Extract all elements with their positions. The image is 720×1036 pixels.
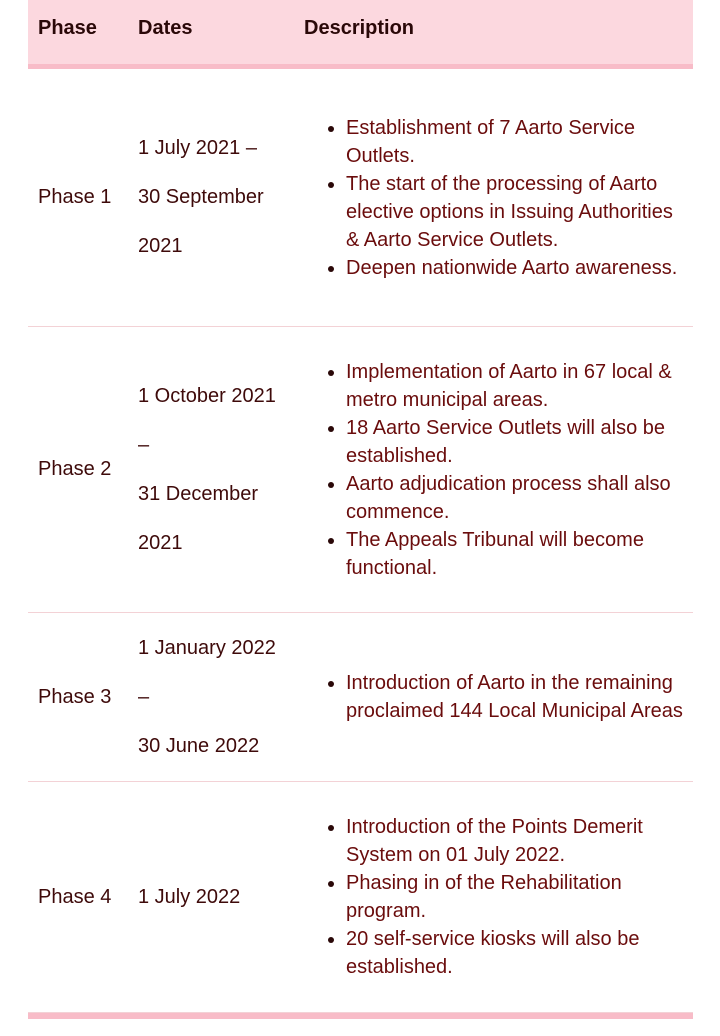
list-item: Introduction of Aarto in the remaining proclaimed 144 Local Municipal Areas (304, 669, 684, 725)
table-row (28, 782, 693, 1013)
dates-cell (138, 782, 288, 1012)
date-line: 2021 (138, 235, 183, 257)
description-list (304, 358, 684, 582)
description-cell (304, 327, 684, 612)
header-description: Description (304, 17, 415, 39)
list-item: The Appeals Tribunal will become functional. (304, 526, 684, 582)
date-line: 2021 (138, 531, 183, 554)
date-line: 30 June 2022 (138, 734, 260, 757)
description-list (304, 669, 684, 725)
list-item: 20 self-service kiosks will also be established. (304, 925, 684, 981)
date-line: 1 July 2022 (138, 885, 241, 908)
date-line: – (138, 685, 150, 708)
table-row (28, 327, 693, 613)
description-list (304, 114, 684, 282)
list-item: The start of the processing of Aarto elective options in Issuing Authorities & Aarto Service Outlets. (304, 170, 684, 254)
list-item: Establishment of 7 Aarto Service Outlets. (304, 114, 684, 170)
table-row (28, 613, 693, 782)
table-header (28, 0, 693, 69)
table-row (28, 69, 693, 327)
list-item: Implementation of Aarto in 67 local & metro municipal areas. (304, 358, 684, 414)
dates-cell (138, 613, 288, 781)
description-cell (304, 613, 684, 781)
date-line: 1 January 2022 (138, 636, 276, 659)
description-cell (304, 69, 684, 326)
phase-cell: Phase 3 (38, 685, 112, 708)
date-line: – (138, 433, 150, 456)
description-cell (304, 782, 684, 1012)
phase-cell: Phase 1 (38, 186, 112, 208)
list-item: Introduction of the Points Demerit System on 01 July 2022. (304, 813, 684, 869)
phase-cell: Phase 4 (38, 885, 112, 908)
dates-cell (138, 69, 288, 326)
dates-cell (138, 327, 288, 612)
date-line: 1 October 2021 (138, 384, 276, 407)
header-phase: Phase (38, 17, 97, 39)
list-item: Phasing in of the Rehabilitation program. (304, 869, 684, 925)
description-list (304, 813, 684, 981)
date-line: 1 July 2021 – (138, 137, 257, 159)
date-line: 30 September (138, 186, 264, 208)
phase-cell: Phase 2 (38, 458, 112, 480)
header-dates: Dates (138, 17, 193, 39)
list-item: Deepen nationwide Aarto awareness. (304, 254, 684, 282)
table-footer-border (28, 1013, 693, 1019)
date-line: 31 December (138, 482, 259, 505)
list-item: Aarto adjudication process shall also commence. (304, 470, 684, 526)
phase-table (28, 0, 693, 1019)
list-item: 18 Aarto Service Outlets will also be established. (304, 414, 684, 470)
